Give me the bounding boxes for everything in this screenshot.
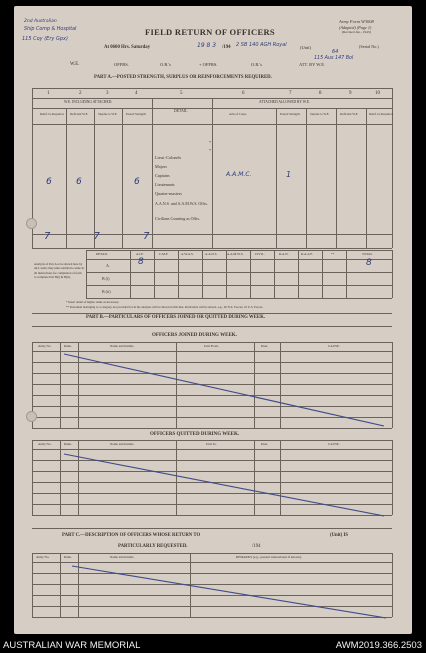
- part-c-cancel-stroke: [72, 566, 386, 618]
- hw-col6-value: A.A.M.C.: [226, 171, 252, 178]
- part-c-particularly: PARTICULARLY REQUESTED.: [118, 544, 188, 549]
- handwritten-note-1: 2nd Australian: [24, 19, 57, 24]
- part-c-title: PART C.—DESCRIPTION OF OFFICERS WHOSE RETURN TO: [62, 533, 201, 538]
- part-c-col-remarks: REMARKS (e.g., present whereabouts if known).: [236, 555, 302, 559]
- quitted-col-unit-to: Unit To.: [206, 442, 217, 446]
- joined-cancel-stroke: [64, 354, 384, 426]
- joined-col-army-no: Army No.: [38, 344, 52, 348]
- ors-label: O.R.'s: [160, 62, 172, 67]
- analysis-head-aans: A.A.N.S.: [205, 252, 218, 256]
- analysis-head-other: **: [331, 252, 335, 256]
- analysis-head-awas: A.W.A.S.: [181, 252, 194, 256]
- form-adapted: (Adapted) (Page 1): [339, 25, 372, 30]
- col6-head: Arm of Corps.: [229, 112, 247, 116]
- at-line: At 0600 Hrs. Saturday: [104, 45, 151, 50]
- form-page: Army Form W3008 (Adapted) (Page 1) (Revised Jan., 1943) (Serial No.) 2nd Australian Ship Comp & Hospital 115 Coy (Ery Gpx) FIELD RETURN OF OFFICERS At 0600 Hrs. Saturday 19 8 3 /194 2 SB 140 AGH Royal (Unit) 64 115 Aus 147 Bol W.E. OFFRS. O.R.'s + OFFRS. O.R.'s ATT. BY W.E. PART A.—POSTED STRENGTH, SURPLUS OR REINFORCEMENTS REQUIRED. 1 2 3 4 5 6 7 8 9 10 W.E. INCLUDING ATTACHED. DETAIL ATTACHED ALLOWED BY W.E. Reinf. be Required. Deficient W.E. Surplus to W.E. Posted Strength. Arm of Corps. Posted Strength. Surplus to W.E. Deficient W.E. Reinf. be Required. Lieut.-Colonels Majors Captains Lieutenants Quarter-masters A.A.N.S. and A.A.M.W.S. Offrs. Civilians Counting as Offrs. * * 6 6 6 A.A.M.C. 1 7 7 7 DETAIL A.I.F. C.M.F. A.W.A.S. A.A.N.S. A.A.M.W.S. CIVIL. R.A.N. R.A.A.F. ** TOTAL A. B (i) B (ii) 8 8 Analysis of Part A to be shown here by ALL units; they units entitled to same in all instructions for completion of form to complete Part B(i) & B(ii). * Insert detail of higher ranks as necessary. ** Personnel belonging to a category not provided for in the analysis will be shown in this line. Particulars will be shown, e.g., 20 N.Z. Forces; 10 U.S. Forces. PART B.—PARTICULARS OF OFFICERS JOINED OR QUITTED DURING WEEK. OFFICERS JOINED DURING WEEK. Army No. Rank. Name and Initials. Unit From. Date. CAUSE. OFFICERS QUITTED DURING WEEK. Army No. Rank. Name and Initials. Unit To. Date. CAUSE. PART C.—DESCRIPTION OF OFFICERS WHOSE RETURN TO (Unit) IS PARTICULARLY REQUESTED. /194 Army No. Rank. Name and Initials. REMARKS (e.g., present whereabouts if known).: [14, 6, 412, 634]
- form-revised: (Revised Jan., 1943): [342, 30, 371, 34]
- part-c-col-army-no: Army No.: [36, 555, 50, 559]
- analysis-row-bi: B (i): [102, 276, 110, 281]
- part-c-col-name: Name and Initials.: [110, 555, 135, 559]
- col3-head: Surplus to W.E.: [98, 112, 118, 116]
- rank-majors: Majors: [155, 164, 167, 169]
- col8-head: Surplus to W.E.: [310, 112, 330, 116]
- part-c-col-rank: Rank.: [64, 555, 72, 559]
- analysis-head-ran: R.A.N.: [279, 252, 289, 256]
- punch-hole-2: [26, 411, 37, 422]
- rank-quarter-masters: Quarter-masters: [155, 191, 182, 196]
- col9-head: Deficient W.E.: [340, 112, 359, 116]
- quitted-col-cause: CAUSE.: [328, 442, 340, 446]
- handwritten-serial-1: 64: [332, 49, 339, 55]
- quitted-col-name: Name and Initials.: [110, 442, 135, 446]
- handwritten-date: 19 8 3: [197, 42, 217, 49]
- cancellation-strokes: [14, 6, 412, 634]
- footer-accession: AWM2019.366.2503: [335, 640, 422, 651]
- col1-head: Reinf. be Required.: [40, 112, 65, 116]
- ors-label-2: O.R.'s: [251, 62, 263, 67]
- quitted-col-date: Date.: [261, 442, 269, 446]
- joined-col-unit-from: Unit From.: [204, 344, 219, 348]
- analysis-row-bii: B (ii): [102, 289, 111, 294]
- analysis-head-total: TOTAL: [362, 252, 373, 256]
- col-num-7: 7: [289, 91, 292, 96]
- rank-civilians: Civilians Counting as Offrs.: [155, 216, 201, 221]
- part-c-year: /194: [252, 544, 261, 549]
- quitted-col-army-no: Army No.: [38, 442, 52, 446]
- analysis-note-1: * Insert detail of higher ranks as necessary.: [66, 300, 120, 304]
- joined-col-rank: Rank.: [64, 344, 72, 348]
- col-num-2: 2: [79, 91, 82, 96]
- handwritten-unit: 2 SB 140 AGH Royal: [236, 42, 287, 48]
- col7-head: Posted Strength.: [280, 112, 301, 116]
- col-num-6: 6: [242, 91, 245, 96]
- quitted-title: OFFICERS QUITTED DURING WEEK.: [150, 432, 240, 437]
- footer-source: AUSTRALIAN WAR MEMORIAL: [3, 640, 141, 651]
- col2-head: Deficient W.E.: [70, 112, 89, 116]
- col-num-1: 1: [47, 91, 50, 96]
- rank-aans: A.A.N.S. and A.A.M.W.S. Offrs.: [155, 201, 208, 206]
- handwritten-serial-2: 115 Aus 147 Bol: [314, 56, 354, 61]
- we-label: W.E.: [70, 62, 80, 67]
- hw-col4-value: 6: [134, 177, 140, 187]
- offrs-label: OFFRS.: [114, 62, 129, 67]
- hw-total-a: 8: [366, 258, 372, 268]
- quitted-col-rank: Rank.: [64, 442, 72, 446]
- analysis-head-detail: DETAIL: [96, 252, 108, 256]
- analysis-note-2: ** Personnel belonging to a category not provided for in the analysis will be shown in this line. Particulars will be shown, e.g., 20 N.Z. Forces; 10 U.S. Forces.: [66, 305, 264, 309]
- joined-title: OFFICERS JOINED DURING WEEK.: [152, 333, 237, 338]
- year-label: /194: [222, 45, 231, 50]
- handwritten-note-3: 115 Coy (Ery Gpx): [22, 36, 68, 42]
- unit-label: (Unit): [300, 45, 311, 50]
- rank-lieut-colonels: Lieut.-Colonels: [155, 155, 182, 160]
- col-num-9: 9: [349, 91, 352, 96]
- part-c-unit-is: (Unit) IS: [330, 533, 348, 538]
- analysis-head-civil: CIVIL.: [255, 252, 265, 256]
- rank-lieutenants: Lieutenants: [155, 182, 175, 187]
- plus-offrs-label: + OFFRS.: [199, 62, 218, 67]
- analysis-row-a: A.: [106, 263, 110, 268]
- analysis-head-aamws: A.A.M.W.S.: [227, 252, 244, 256]
- form-title: FIELD RETURN OF OFFICERS: [145, 27, 275, 37]
- form-number: Army Form W3008: [339, 19, 374, 24]
- hw-col2-value: 6: [76, 177, 82, 187]
- serial-label: (Serial No.): [359, 44, 379, 49]
- col4-head: Posted Strength.: [126, 112, 147, 116]
- hw-aif-a: 8: [138, 257, 144, 267]
- col-num-8: 8: [319, 91, 322, 96]
- hw-col7-value: 1: [286, 170, 292, 179]
- col-num-10: 10: [375, 91, 380, 96]
- col-num-4: 4: [135, 91, 138, 96]
- rank-captains: Captains: [155, 173, 170, 178]
- att-by-label: ATT. BY W.E.: [299, 62, 326, 67]
- analysis-instructions: Analysis of Part A to be shown here by ALL units; they units entitled to same in all instructions for completion of form to complete Part B(i) & B(ii).: [34, 262, 84, 279]
- att-allowed-header: ATTACHED ALLOWED BY W.E.: [259, 100, 310, 104]
- part-a-title: PART A.—POSTED STRENGTH, SURPLUS OR REINFORCEMENTS REQUIRED.: [94, 75, 272, 80]
- analysis-head-cmf: C.M.F.: [159, 252, 169, 256]
- joined-col-cause: CAUSE.: [328, 344, 340, 348]
- hw-col1-value: 6: [46, 177, 52, 187]
- joined-col-name: Name and Initials.: [110, 344, 135, 348]
- handwritten-note-2: Ship Comp & Hospital: [24, 27, 77, 32]
- col-num-3: 3: [106, 91, 109, 96]
- archive-footer: [0, 637, 426, 653]
- punch-hole-1: [26, 218, 37, 229]
- detail-header: DETAIL: [174, 109, 188, 113]
- hw-bottom-marks: 7 7 7: [44, 231, 170, 242]
- analysis-head-raaf: R.A.A.F.: [301, 252, 313, 256]
- we-incl-header: W.E. INCLUDING ATTACHED.: [64, 100, 113, 104]
- joined-col-date: Date.: [261, 344, 269, 348]
- col10-head: Reinf. be Required.: [369, 112, 394, 116]
- analysis-head-aif: A.I.F.: [136, 252, 144, 256]
- col-num-5: 5: [180, 91, 183, 96]
- quitted-cancel-stroke: [64, 454, 384, 516]
- part-b-title: PART B.—PARTICULARS OF OFFICERS JOINED OR QUITTED DURING WEEK.: [86, 315, 266, 320]
